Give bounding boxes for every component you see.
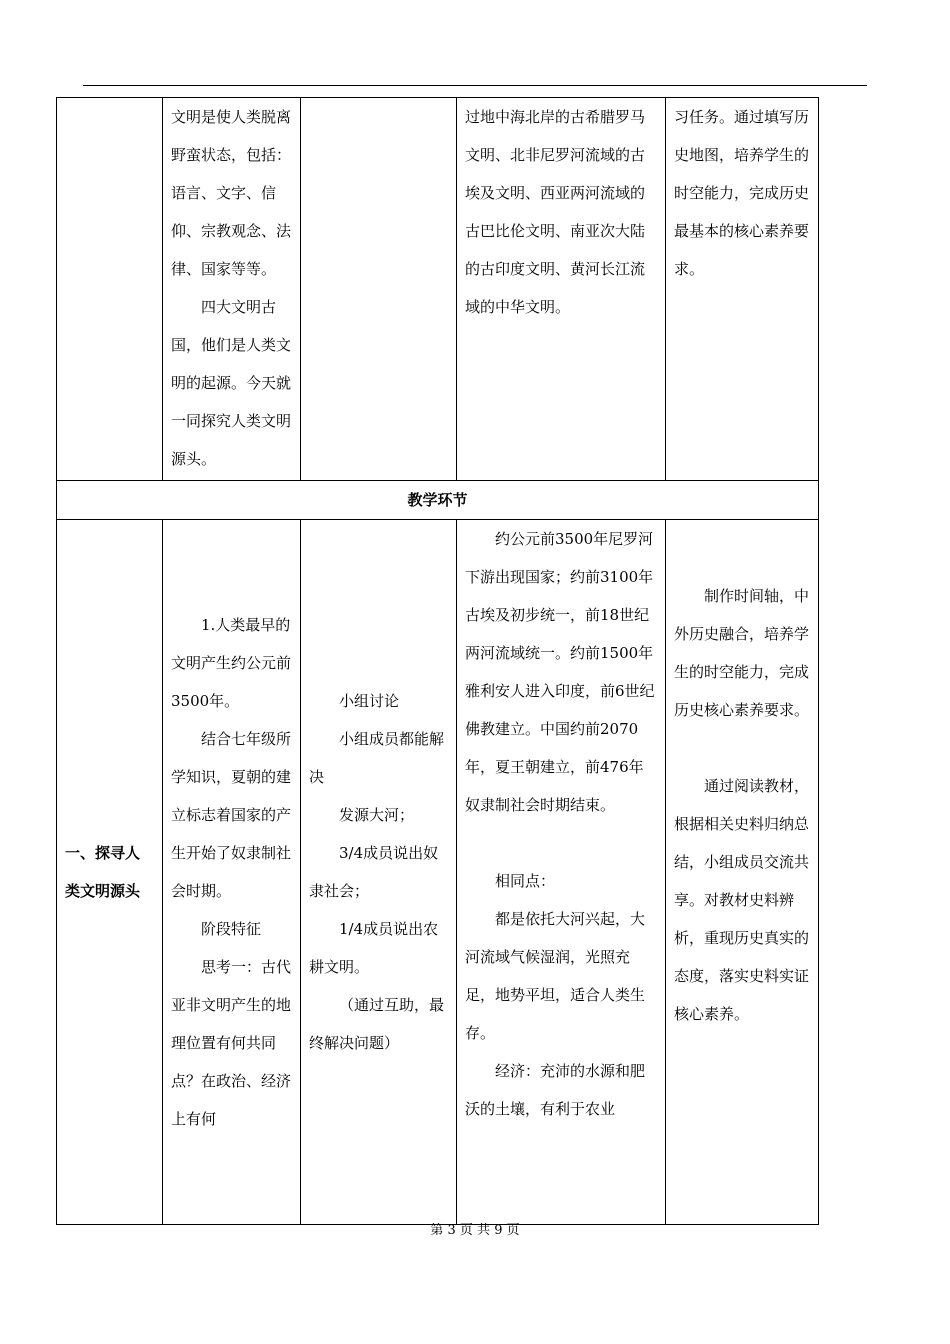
lesson-plan-table bbox=[56, 97, 819, 1225]
paragraph: 约公元前3500年尼罗河下游出现国家；约前3100年古埃及初步统一，前18世纪两河流域统一。约前1500年雅利安人进入印度，前6世纪佛教建立。中国约前2070年，夏王朝建立，前476年奴隶制社会时期结束。 bbox=[465, 530, 655, 814]
cell-student-activity-empty bbox=[301, 98, 457, 481]
blank-line bbox=[674, 729, 810, 767]
paragraph: 制作时间轴，中外历史融合，培养学生的时空能力，完成历史核心素养要求。 bbox=[674, 587, 810, 719]
cell-content bbox=[457, 98, 666, 481]
paragraph: 四大文明古国，他们是人类文明的起源。今天就一同探究人类文明源头。 bbox=[171, 298, 292, 468]
paragraph: 文明是使人类脱离野蛮状态，包括：语言、文字、信仰、宗教观念、法律、国家等等。 bbox=[171, 108, 292, 278]
cell-content bbox=[457, 520, 666, 1225]
paragraph: 经济：充沛的水源和肥沃的土壤，有利于农业 bbox=[465, 1062, 646, 1118]
paragraph: 过地中海北岸的古希腊罗马文明、北非尼罗河流域的古埃及文明、西亚两河流域的古巴比伦文明、南亚次大陆的古印度文明、黄河长江流域的中华文明。 bbox=[465, 108, 646, 316]
stage-title: 一、探寻人类文明源头 bbox=[57, 520, 163, 1225]
paragraph: 1/4成员说出农耕文明。 bbox=[309, 920, 439, 976]
paragraph: （通过互助，最终解决问题） bbox=[309, 996, 445, 1052]
paragraph: 思考一：古代亚非文明产生的地理位置有何共同点？在政治、经济上有何 bbox=[171, 958, 292, 1128]
cell-design-intent bbox=[666, 520, 819, 1225]
paragraph: 小组成员都能解决 bbox=[309, 730, 445, 786]
section-header: 教学环节 bbox=[57, 481, 819, 520]
page-footer: 第 3 页 共 9 页 bbox=[430, 1223, 520, 1238]
paragraph: 3/4成员说出奴隶社会； bbox=[309, 844, 439, 900]
paragraph: 习任务。通过填写历史地图，培养学生的时空能力，完成历史最基本的核心素养要求。 bbox=[674, 108, 810, 278]
cell-stage-empty bbox=[57, 98, 163, 481]
paragraph: 发源大河； bbox=[339, 806, 415, 824]
table-row-intro bbox=[57, 98, 819, 481]
table-row-stage-1 bbox=[57, 520, 819, 1225]
paragraph: 相同点： bbox=[495, 872, 556, 890]
cell-student-activity bbox=[301, 520, 457, 1225]
cell-design-intent bbox=[666, 98, 819, 481]
paragraph: 结合七年级所学知识，夏朝的建立标志着国家的产生开始了奴隶制社会时期。 bbox=[171, 730, 292, 900]
header-rule bbox=[83, 85, 867, 86]
table-row-section-header bbox=[57, 481, 819, 520]
blank-line bbox=[465, 824, 657, 862]
paragraph: 小组讨论 bbox=[339, 692, 400, 710]
paragraph: 1.人类最早的文明产生约公元前3500年。 bbox=[171, 616, 292, 710]
paragraph: 通过阅读教材，根据相关史料归纳总结，小组成员交流共享。对教材史料辨析，重现历史真实的态度，落实史料实证核心素养。 bbox=[674, 777, 810, 1023]
cell-teacher-activity bbox=[163, 98, 301, 481]
paragraph: 都是依托大河兴起，大河流域气候湿润，光照充足，地势平坦，适合人类生存。 bbox=[465, 910, 646, 1042]
paragraph: 阶段特征 bbox=[201, 920, 262, 938]
cell-teacher-activity bbox=[163, 520, 301, 1225]
